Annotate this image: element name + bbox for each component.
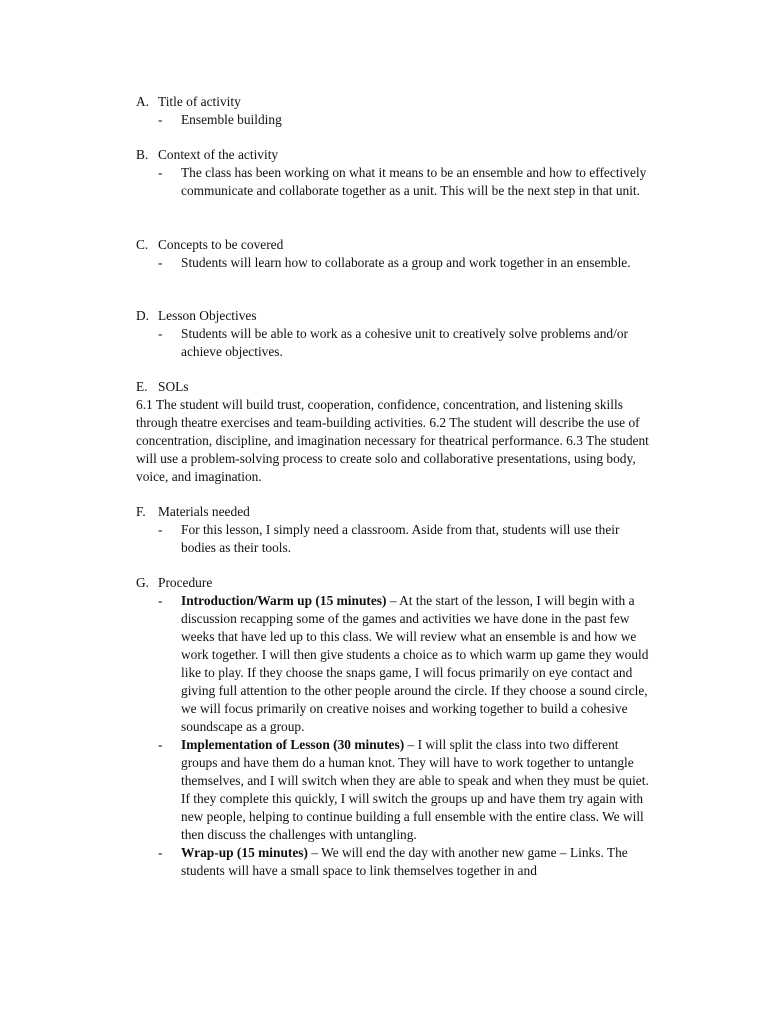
section-heading <box>136 378 656 396</box>
list-item-text: For this lesson, I simply need a classroom. Aside from that, students will use their bodies as their tools. <box>181 522 620 555</box>
step-body <box>181 736 656 844</box>
section-title: Procedure <box>158 575 213 590</box>
procedure-step-intro <box>158 592 656 736</box>
list-item <box>158 164 656 200</box>
section-d <box>136 307 656 361</box>
list-item <box>158 111 656 129</box>
section-heading <box>136 236 656 254</box>
section-f <box>136 503 656 557</box>
list-item <box>158 254 656 272</box>
section-letter: A. <box>136 94 150 109</box>
dash-bullet: - <box>158 593 163 608</box>
section-heading <box>136 574 656 592</box>
step-text: – At the start of the lesson, I will begin with a discussion recapping some of the games and activities we have done in the past few weeks that have led up to this class. We will review what an ensemble is and how we work together. I will then give students a choice as to which warm up game they would like to play. If they choose the snaps game, I will focus primarily on eye contact and giving full attention to the other people around the circle. If they choose a sound circle, we will focus primarily on creative noises and working together to build a cohesive soundscape as a group. <box>181 593 649 734</box>
section-title: Concepts to be covered <box>158 237 284 252</box>
list-item-text: Students will learn how to collaborate as a group and work together in an ensemble. <box>181 255 631 270</box>
section-letter: B. <box>136 147 149 162</box>
dash-bullet: - <box>158 522 163 537</box>
dash-bullet: - <box>158 326 163 341</box>
procedure-step-implementation <box>158 736 656 844</box>
section-letter: E. <box>136 379 148 394</box>
section-heading <box>136 146 656 164</box>
step-body <box>181 844 656 880</box>
section-letter: D. <box>136 308 150 323</box>
dash-bullet: - <box>158 165 163 180</box>
section-e <box>136 378 656 486</box>
list-item <box>158 325 656 361</box>
list-item-text: Ensemble building <box>181 112 282 127</box>
section-g <box>136 574 656 880</box>
section-letter: C. <box>136 237 149 252</box>
section-heading <box>136 307 656 325</box>
list-item-text: The class has been working on what it means to be an ensemble and how to effectively communicate and collaborate together as a unit. This will be the next step in that unit. <box>181 165 647 198</box>
section-letter: F. <box>136 504 146 519</box>
list-item <box>158 521 656 557</box>
section-c <box>136 236 656 272</box>
list-item-text: Students will be able to work as a cohesive unit to creatively solve problems and/or achieve objectives. <box>181 326 628 359</box>
section-title: SOLs <box>158 379 189 394</box>
step-text: – I will split the class into two different groups and have them do a human knot. They will have to work together to untangle themselves, and I will switch when they are able to speak and when they must be quiet. If they complete this quickly, I will switch the groups up and have them try again with new people, helping to continue building a full ensemble with the entire class. We will then discuss the challenges with untangling. <box>181 737 649 842</box>
step-label: Wrap-up (15 minutes) <box>181 845 308 860</box>
step-label: Introduction/Warm up (15 minutes) <box>181 593 387 608</box>
section-a <box>136 93 656 129</box>
section-heading <box>136 503 656 521</box>
section-title: Title of activity <box>158 94 241 109</box>
section-title: Context of the activity <box>158 147 279 162</box>
section-title: Lesson Objectives <box>158 308 257 323</box>
step-label: Implementation of Lesson (30 minutes) <box>181 737 405 752</box>
sols-paragraph: 6.1 The student will build trust, cooperation, confidence, concentration, and listening skills through theatre exercises and team-building activities. 6.2 The student will describe the use of concentration, discipline, and imagination necessary for theatrical performance. 6.3 The student will use a problem-solving process to create solo and collaborative presentations, using body, voice, and imagination. <box>136 397 649 484</box>
step-text: – We will end the day with another new game – Links. The students will have a small space to link themselves together in and <box>181 845 628 878</box>
dash-bullet: - <box>158 255 163 270</box>
dash-bullet: - <box>158 112 163 127</box>
section-b <box>136 146 656 200</box>
step-body <box>181 592 656 736</box>
section-letter: G. <box>136 575 150 590</box>
section-heading <box>136 93 656 111</box>
dash-bullet: - <box>158 737 163 752</box>
section-title: Materials needed <box>158 504 250 519</box>
dash-bullet: - <box>158 845 163 860</box>
procedure-step-wrapup <box>158 844 656 880</box>
